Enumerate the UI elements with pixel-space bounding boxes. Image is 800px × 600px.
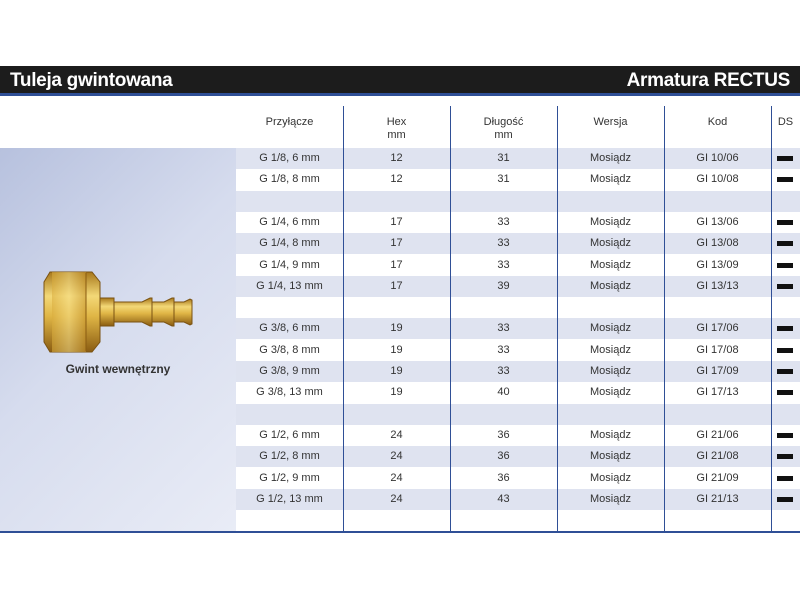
cell-version: Mosiądz (590, 429, 631, 441)
cell-hex: 19 (390, 322, 403, 334)
column-header-hex (343, 106, 450, 148)
table-header (0, 106, 800, 148)
cell-length: 31 (497, 173, 510, 185)
cell-length: 43 (497, 493, 510, 505)
cell-hex: 17 (390, 237, 403, 249)
table-row (236, 361, 800, 382)
spacer-row (236, 191, 800, 212)
cell-version: Mosiądz (590, 173, 631, 185)
column-header-code-label: Kod (707, 116, 728, 128)
cell-hex: 24 (390, 472, 403, 484)
ds-marker-icon (777, 241, 793, 246)
table-row (236, 276, 800, 297)
cell-version: Mosiądz (590, 280, 631, 292)
cell-length: 33 (497, 365, 510, 377)
table-row (236, 382, 800, 403)
product-label: Gwint wewnętrzny (65, 362, 171, 376)
cell-code: GI 21/09 (696, 472, 739, 484)
cell-connection: G 1/4, 13 mm (256, 280, 323, 292)
spacer-row (236, 404, 800, 425)
cell-code: GI 13/08 (696, 237, 739, 249)
table-row (236, 318, 800, 339)
table-row (236, 340, 800, 361)
cell-hex: 24 (390, 450, 403, 462)
column-header-length-unit: mm (494, 129, 513, 141)
cell-connection: G 3/8, 8 mm (259, 344, 320, 356)
cell-connection: G 1/2, 9 mm (259, 472, 320, 484)
column-divider (450, 106, 451, 533)
table-row (236, 169, 800, 190)
cell-length: 33 (497, 237, 510, 249)
column-header-connection-label: Przyłącze (265, 116, 314, 128)
cell-hex: 19 (390, 344, 403, 356)
cell-hex: 17 (390, 259, 403, 271)
column-header-ds (771, 106, 800, 148)
column-divider (664, 106, 665, 533)
cell-code: GI 21/06 (696, 429, 739, 441)
cell-hex: 24 (390, 493, 403, 505)
cell-length: 33 (497, 322, 510, 334)
cell-hex: 17 (390, 280, 403, 292)
cell-version: Mosiądz (590, 493, 631, 505)
cell-version: Mosiądz (590, 472, 631, 484)
table-row (236, 446, 800, 467)
cell-hex: 19 (390, 386, 403, 398)
cell-length: 36 (497, 472, 510, 484)
series-title: Armatura RECTUS (626, 70, 790, 91)
ds-marker-icon (777, 497, 793, 502)
brass-hose-fitting-icon (42, 268, 194, 356)
spacer-row (236, 297, 800, 318)
cell-length: 33 (497, 216, 510, 228)
cell-version: Mosiądz (590, 365, 631, 377)
cell-length: 36 (497, 450, 510, 462)
cell-version: Mosiądz (590, 344, 631, 356)
cell-code: GI 17/06 (696, 322, 739, 334)
table-row (236, 425, 800, 446)
cell-code: GI 10/06 (696, 152, 739, 164)
cell-connection: G 3/8, 13 mm (256, 386, 323, 398)
cell-connection: G 1/2, 6 mm (259, 429, 320, 441)
column-divider (557, 106, 558, 533)
column-header-code (664, 106, 771, 148)
ds-marker-icon (777, 369, 793, 374)
column-header-length (450, 106, 557, 148)
cell-version: Mosiądz (590, 237, 631, 249)
cell-connection: G 1/2, 13 mm (256, 493, 323, 505)
table-row (236, 212, 800, 233)
cell-code: GI 17/08 (696, 344, 739, 356)
cell-code: GI 13/06 (696, 216, 739, 228)
table-row (236, 468, 800, 489)
cell-code: GI 21/13 (696, 493, 739, 505)
product-table (236, 148, 800, 531)
ds-marker-icon (777, 156, 793, 161)
cell-connection: G 1/4, 6 mm (259, 216, 320, 228)
cell-version: Mosiądz (590, 259, 631, 271)
ds-marker-icon (777, 454, 793, 459)
cell-connection: G 1/4, 9 mm (259, 259, 320, 271)
cell-hex: 17 (390, 216, 403, 228)
cell-code: GI 13/13 (696, 280, 739, 292)
ds-marker-icon (777, 476, 793, 481)
ds-marker-icon (777, 390, 793, 395)
cell-length: 33 (497, 344, 510, 356)
ds-marker-icon (777, 348, 793, 353)
table-row (236, 489, 800, 510)
cell-code: GI 17/13 (696, 386, 739, 398)
table-bottom-divider (0, 531, 800, 533)
column-divider (343, 106, 344, 533)
spacer-row (236, 510, 800, 531)
cell-version: Mosiądz (590, 216, 631, 228)
column-header-version-label: Wersja (593, 116, 628, 128)
cell-code: GI 13/09 (696, 259, 739, 271)
cell-version: Mosiądz (590, 152, 631, 164)
column-header-connection (236, 106, 343, 148)
ds-marker-icon (777, 433, 793, 438)
page-title: Tuleja gwintowana (10, 70, 173, 91)
column-header-version (557, 106, 664, 148)
title-bar (0, 66, 800, 96)
ds-marker-icon (777, 177, 793, 182)
cell-code: GI 21/08 (696, 450, 739, 462)
cell-length: 31 (497, 152, 510, 164)
cell-connection: G 3/8, 6 mm (259, 322, 320, 334)
cell-length: 36 (497, 429, 510, 441)
column-header-ds-label: DS (777, 116, 794, 128)
ds-marker-icon (777, 220, 793, 225)
cell-length: 39 (497, 280, 510, 292)
cell-connection: G 1/8, 6 mm (259, 152, 320, 164)
cell-connection: G 1/8, 8 mm (259, 173, 320, 185)
cell-code: GI 17/09 (696, 365, 739, 377)
cell-code: GI 10/08 (696, 173, 739, 185)
cell-version: Mosiądz (590, 322, 631, 334)
cell-connection: G 1/2, 8 mm (259, 450, 320, 462)
cell-hex: 24 (390, 429, 403, 441)
column-header-length-label: Długość (483, 116, 524, 128)
ds-marker-icon (777, 326, 793, 331)
column-header-hex-unit: mm (387, 129, 406, 141)
cell-version: Mosiądz (590, 386, 631, 398)
cell-hex: 19 (390, 365, 403, 377)
cell-connection: G 3/8, 9 mm (259, 365, 320, 377)
column-header-hex-label: Hex (386, 116, 407, 128)
cell-length: 33 (497, 259, 510, 271)
table-row (236, 255, 800, 276)
ds-marker-icon (777, 263, 793, 268)
table-row (236, 233, 800, 254)
cell-version: Mosiądz (590, 450, 631, 462)
cell-hex: 12 (390, 173, 403, 185)
table-row (236, 148, 800, 169)
cell-connection: G 1/4, 8 mm (259, 237, 320, 249)
cell-length: 40 (497, 386, 510, 398)
cell-hex: 12 (390, 152, 403, 164)
ds-marker-icon (777, 284, 793, 289)
column-divider (771, 106, 772, 533)
